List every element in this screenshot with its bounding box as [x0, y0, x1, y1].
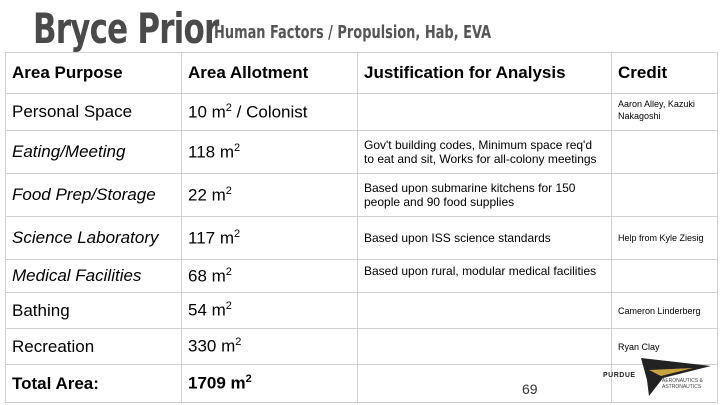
- total-value: 1709 $m^2$: [182, 365, 358, 403]
- logo-wordmark: PURDUE: [603, 372, 636, 379]
- total-label: Total Area:: [6, 365, 182, 403]
- header-credit: Credit: [612, 53, 718, 94]
- area-table: [5, 52, 718, 403]
- table-row: [6, 293, 718, 329]
- area-allotment-cell: 54 $m^2$: [182, 293, 358, 329]
- table-row: [6, 94, 718, 131]
- table-row: [6, 174, 718, 217]
- area-allotment-cell: 22 $m^2$: [182, 174, 358, 217]
- area-allotment-cell: 68 $m^2$: [182, 260, 358, 293]
- justification-cell: [358, 329, 612, 365]
- area-allotment-cell: 330 $m^2$: [182, 329, 358, 365]
- area-purpose-cell: Food Prep/Storage: [6, 174, 182, 217]
- area-purpose-cell: Recreation: [6, 329, 182, 365]
- credit-cell: [612, 174, 718, 217]
- table-row: [6, 260, 718, 293]
- logo-tagline: AERONAUTICS & ASTRONAUTICS: [662, 378, 703, 390]
- area-purpose-cell: Medical Facilities: [6, 260, 182, 293]
- total-justification-cell: [358, 365, 612, 403]
- area-allotment-cell: 118 $m^2$: [182, 131, 358, 174]
- header-area-allotment: Area Allotment: [182, 53, 358, 94]
- credit-cell: Aaron Alley, Kazuki Nakagoshi: [612, 94, 718, 131]
- presenter-name: Bryce Prior: [33, 4, 219, 53]
- justification-cell: [358, 293, 612, 329]
- table-header-row: [6, 53, 718, 94]
- header-justification: Justification for Analysis: [358, 53, 612, 94]
- area-allotment-cell: 10 $m^2$ / Colonist: [182, 94, 358, 131]
- header-area-purpose: Area Purpose: [6, 53, 182, 94]
- justification-cell: [358, 94, 612, 131]
- area-purpose-cell: Personal Space: [6, 94, 182, 131]
- slide-subtitle: Human Factors / Propulsion, Hab, EVA: [214, 22, 492, 43]
- table-row: [6, 217, 718, 260]
- credit-cell: [612, 131, 718, 174]
- area-purpose-cell: Bathing: [6, 293, 182, 329]
- justification-cell: Based upon submarine kitchens for 150 people and 90 food supplies: [358, 174, 612, 217]
- justification-cell: Gov't building codes, Minimum space req'd to eat and sit, Works for all-colony meetings: [358, 131, 612, 174]
- credit-cell: Cameron Linderberg: [612, 293, 718, 329]
- page-number: 69: [522, 381, 538, 397]
- credit-cell: Ryan Clay: [612, 329, 718, 365]
- credit-cell: [612, 260, 718, 293]
- area-allotment-cell: 117 $m^2$: [182, 217, 358, 260]
- credit-cell: Help from Kyle Ziesig: [612, 217, 718, 260]
- justification-cell: Based upon ISS science standards: [358, 217, 612, 260]
- justification-cell: Based upon rural, modular medical facilities: [358, 260, 612, 293]
- area-purpose-cell: Eating/Meeting: [6, 131, 182, 174]
- area-purpose-cell: Science Laboratory: [6, 217, 182, 260]
- table-row: [6, 131, 718, 174]
